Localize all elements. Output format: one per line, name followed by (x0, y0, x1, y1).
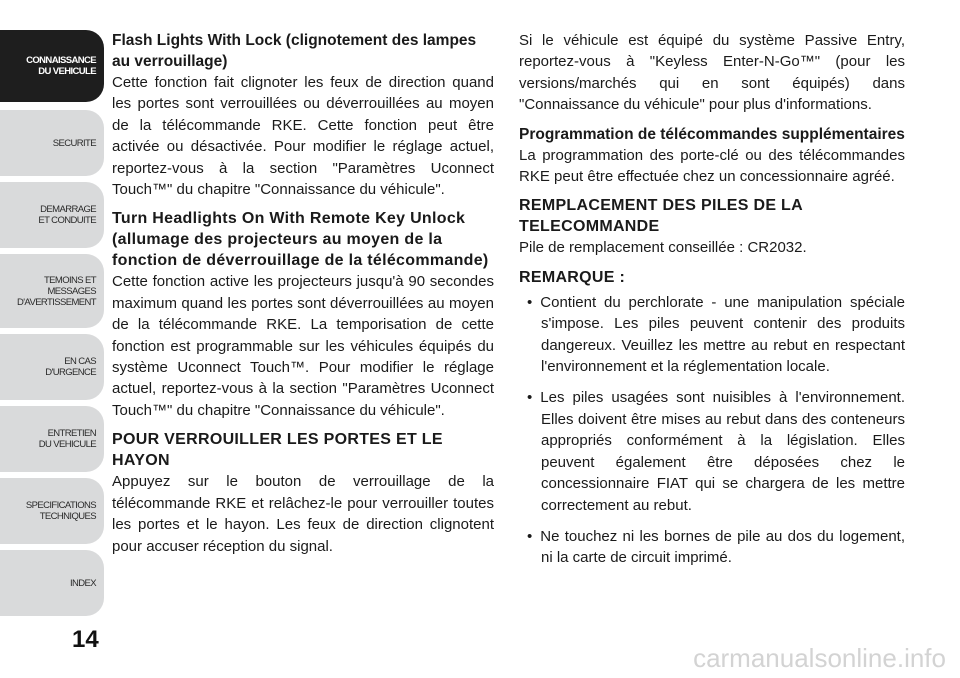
section-heading: Programmation de télécommandes supplémentaires (519, 125, 905, 143)
section-heading: Flash Lights With Lock (clignotement des lampes au verrouillage) (112, 32, 477, 70)
section-body: Appuyez sur le bouton de verrouillage de la télécommande RKE et relâchez-le pour verrouiller toutes les portes et le hayon. Les feux de direction clignotent pour accuser réception du signal. (112, 473, 494, 555)
tab-label: INDEX (69, 577, 96, 589)
tab-label: EN CAS D'URGENCE (45, 356, 96, 378)
tab-en-cas-d-urgence[interactable] (0, 334, 104, 400)
note-heading: REMARQUE : (519, 268, 626, 286)
tab-demarrage-et-conduite[interactable] (0, 182, 104, 248)
tab-label: SECURITE (52, 137, 96, 149)
section-body: La programmation des porte-clé ou des télécommandes RKE peut être effectuée chez un concessionnaire agréé. (519, 146, 905, 186)
intro-paragraph: Si le véhicule est équipé du système Passive Entry, reportez-vous à "Keyless Enter-N-Go™" (pour les versions/marchés qui en sont équipés) dans "Connaissance du véhicule" pour plus d'informations. (519, 32, 905, 114)
tab-label: CONNAISSANCE DU VEHICULE (26, 55, 96, 77)
tab-specifications-techniques[interactable] (0, 478, 104, 544)
tab-label: SPECIFICATIONS TECHNIQUES (25, 500, 96, 522)
list-item: • Les piles usagées sont nuisibles à l'environnement. Elles doivent être mises au rebut dans des conteneurs appropriés conformément à la législation. Elles peuvent également être déposées chez le concessionnaire FIAT qui se chargera de les mettre correctement au rebut. (519, 387, 905, 515)
section-body: Cette fonction fait clignoter les feux de direction quand les portes sont verrouillées ou déverrouillées au moyen de la télécommande RKE. Cette fonction peut être activée ou désactivée. Pour modifier le réglage actuel, reportez-vous à la section "Paramètres Uconnect Touch™" du chapitre "Connaissance du véhicule". (112, 74, 494, 199)
tab-connaissance-du-vehicule[interactable] (0, 30, 104, 102)
tab-label: DEMARRAGE ET CONDUITE (38, 204, 96, 226)
tab-label: ENTRETIEN DU VEHICULE (38, 428, 96, 450)
list-item: • Ne touchez ni les bornes de pile au dos du logement, ni la carte de circuit imprimé. (519, 526, 905, 569)
right-column (519, 30, 905, 579)
list-item: • Contient du perchlorate - une manipulation spéciale s'impose. Les piles peuvent contenir des produits dangereux. Veuillez les mettre au rebut en respectant l'environnement et la réglementation locale. (519, 292, 905, 378)
note-bullet-list (519, 292, 905, 569)
section-heading: Turn Headlights On With Remote Key Unlock (allumage des projecteurs au moyen de la fonction de déverrouillage de la télécommande) (112, 210, 489, 270)
tab-index[interactable] (0, 550, 104, 616)
tab-securite[interactable] (0, 110, 104, 176)
tab-label: TEMOINS ET MESSAGES D'AVERTISSEMENT (16, 274, 96, 308)
section-body: Pile de remplacement conseillée : CR2032. (519, 239, 807, 257)
left-column (112, 30, 494, 565)
section-body: Cette fonction active les projecteurs jusqu'à 90 secondes maximum quand les portes sont déverrouillées au moyen de la télécommande RKE. La temporisation de cette fonction est programmable sur les véhicules équipés du système Uconnect Touch™. Pour modifier le réglage actuel, reportez-vous à la section "Paramètres Uconnect Touch™" du chapitre "Connaissance du véhicule". (112, 273, 494, 419)
page-number: 14 (72, 626, 99, 653)
tab-temoins-et-messages[interactable] (0, 254, 104, 328)
tab-entretien-du-vehicule[interactable] (0, 406, 104, 472)
watermark: carmanualsonline.info (693, 643, 946, 673)
section-heading: POUR VERROUILLER LES PORTES ET LE HAYON (112, 431, 443, 470)
section-heading: REMPLACEMENT DES PILES DE LA TELECOMMANDE (519, 197, 803, 236)
